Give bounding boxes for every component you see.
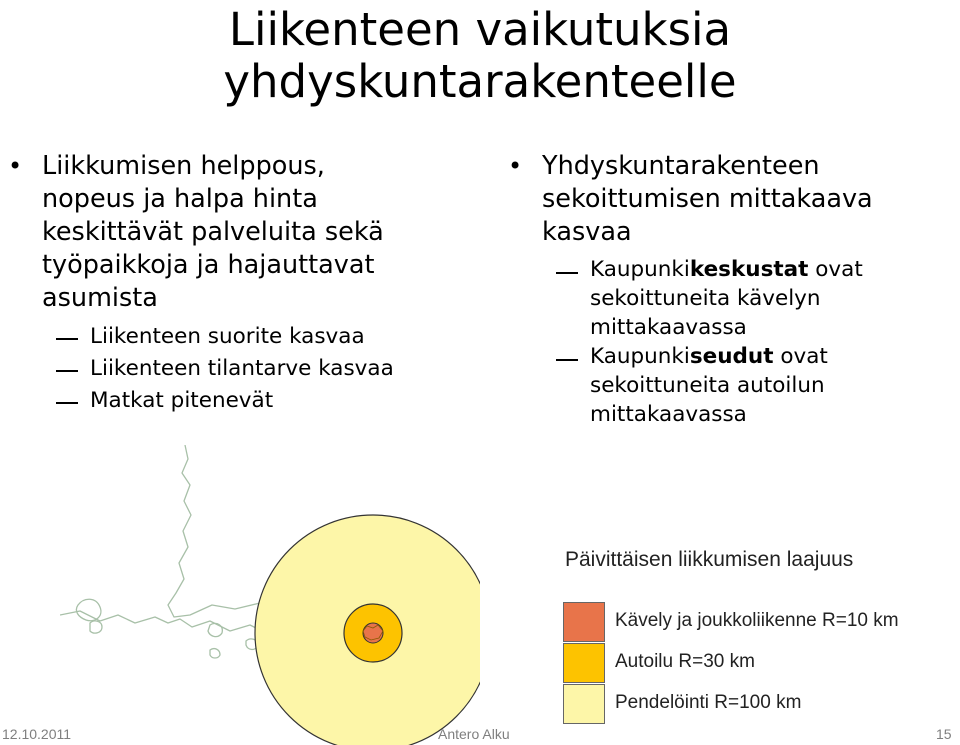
legend-swatch [563,684,605,724]
footer-author: Antero Alku [438,726,510,742]
right-sub-item-keskustat: Kaupunkikeskustat ovat sekoittuneita kävelyn mittakaavassa [508,255,948,342]
slide-title [180,4,780,108]
legend-item-commute [563,684,960,724]
island-path [208,623,222,636]
left-bullet [8,150,448,315]
left-column [8,150,448,417]
footer-page-number: 15 [936,726,952,742]
legend-swatch [563,643,605,683]
island-path [90,621,102,633]
title-line-1: Liikenteen vaikutuksia [228,3,732,56]
left-bullet-line: • Liikkumisen helppous, [42,151,325,181]
legend-item-car [563,643,960,683]
legend-label: Pendelöinti R=100 km [615,692,802,713]
right-bullet-line: sekoittumisen mittakaava [542,184,873,214]
legend-label: Autoilu R=30 km [615,651,755,672]
right-bullet-line: • Yhdyskuntarakenteen [542,151,820,181]
right-bullet-line: kasvaa [542,217,632,247]
left-sub-item: Liikenteen tilantarve kasvaa [8,353,448,385]
legend-label: Kävely ja joukkoliikenne R=10 km [615,610,899,631]
footer-date: 12.10.2011 [2,726,72,742]
right-column [508,150,948,429]
title-line-2: yhdyskuntarakenteelle [223,55,737,108]
island-path [210,649,220,658]
travel-range-map [60,445,480,745]
legend-title: Päivittäisen liikkumisen laajuus [565,548,854,571]
left-bullet-line: nopeus ja halpa hinta [42,184,318,214]
island-path [76,599,100,621]
left-sub-item: Matkat pitenevät [8,385,448,417]
legend-item-walking [563,602,960,642]
left-sub-item: Liikenteen suorite kasvaa [8,321,448,353]
right-sub-item-seudut: Kaupunkiseudut ovat sekoittuneita autoilun mittakaavassa [508,342,948,429]
legend-swatch [563,602,605,642]
walking-range-circle [363,623,383,643]
left-bullet-line: työpaikkoja ja hajauttavat [42,250,375,280]
right-bullet [508,150,948,249]
left-bullet-line: asumista [42,283,158,313]
left-bullet-line: keskittävät palveluita sekä [42,217,384,247]
